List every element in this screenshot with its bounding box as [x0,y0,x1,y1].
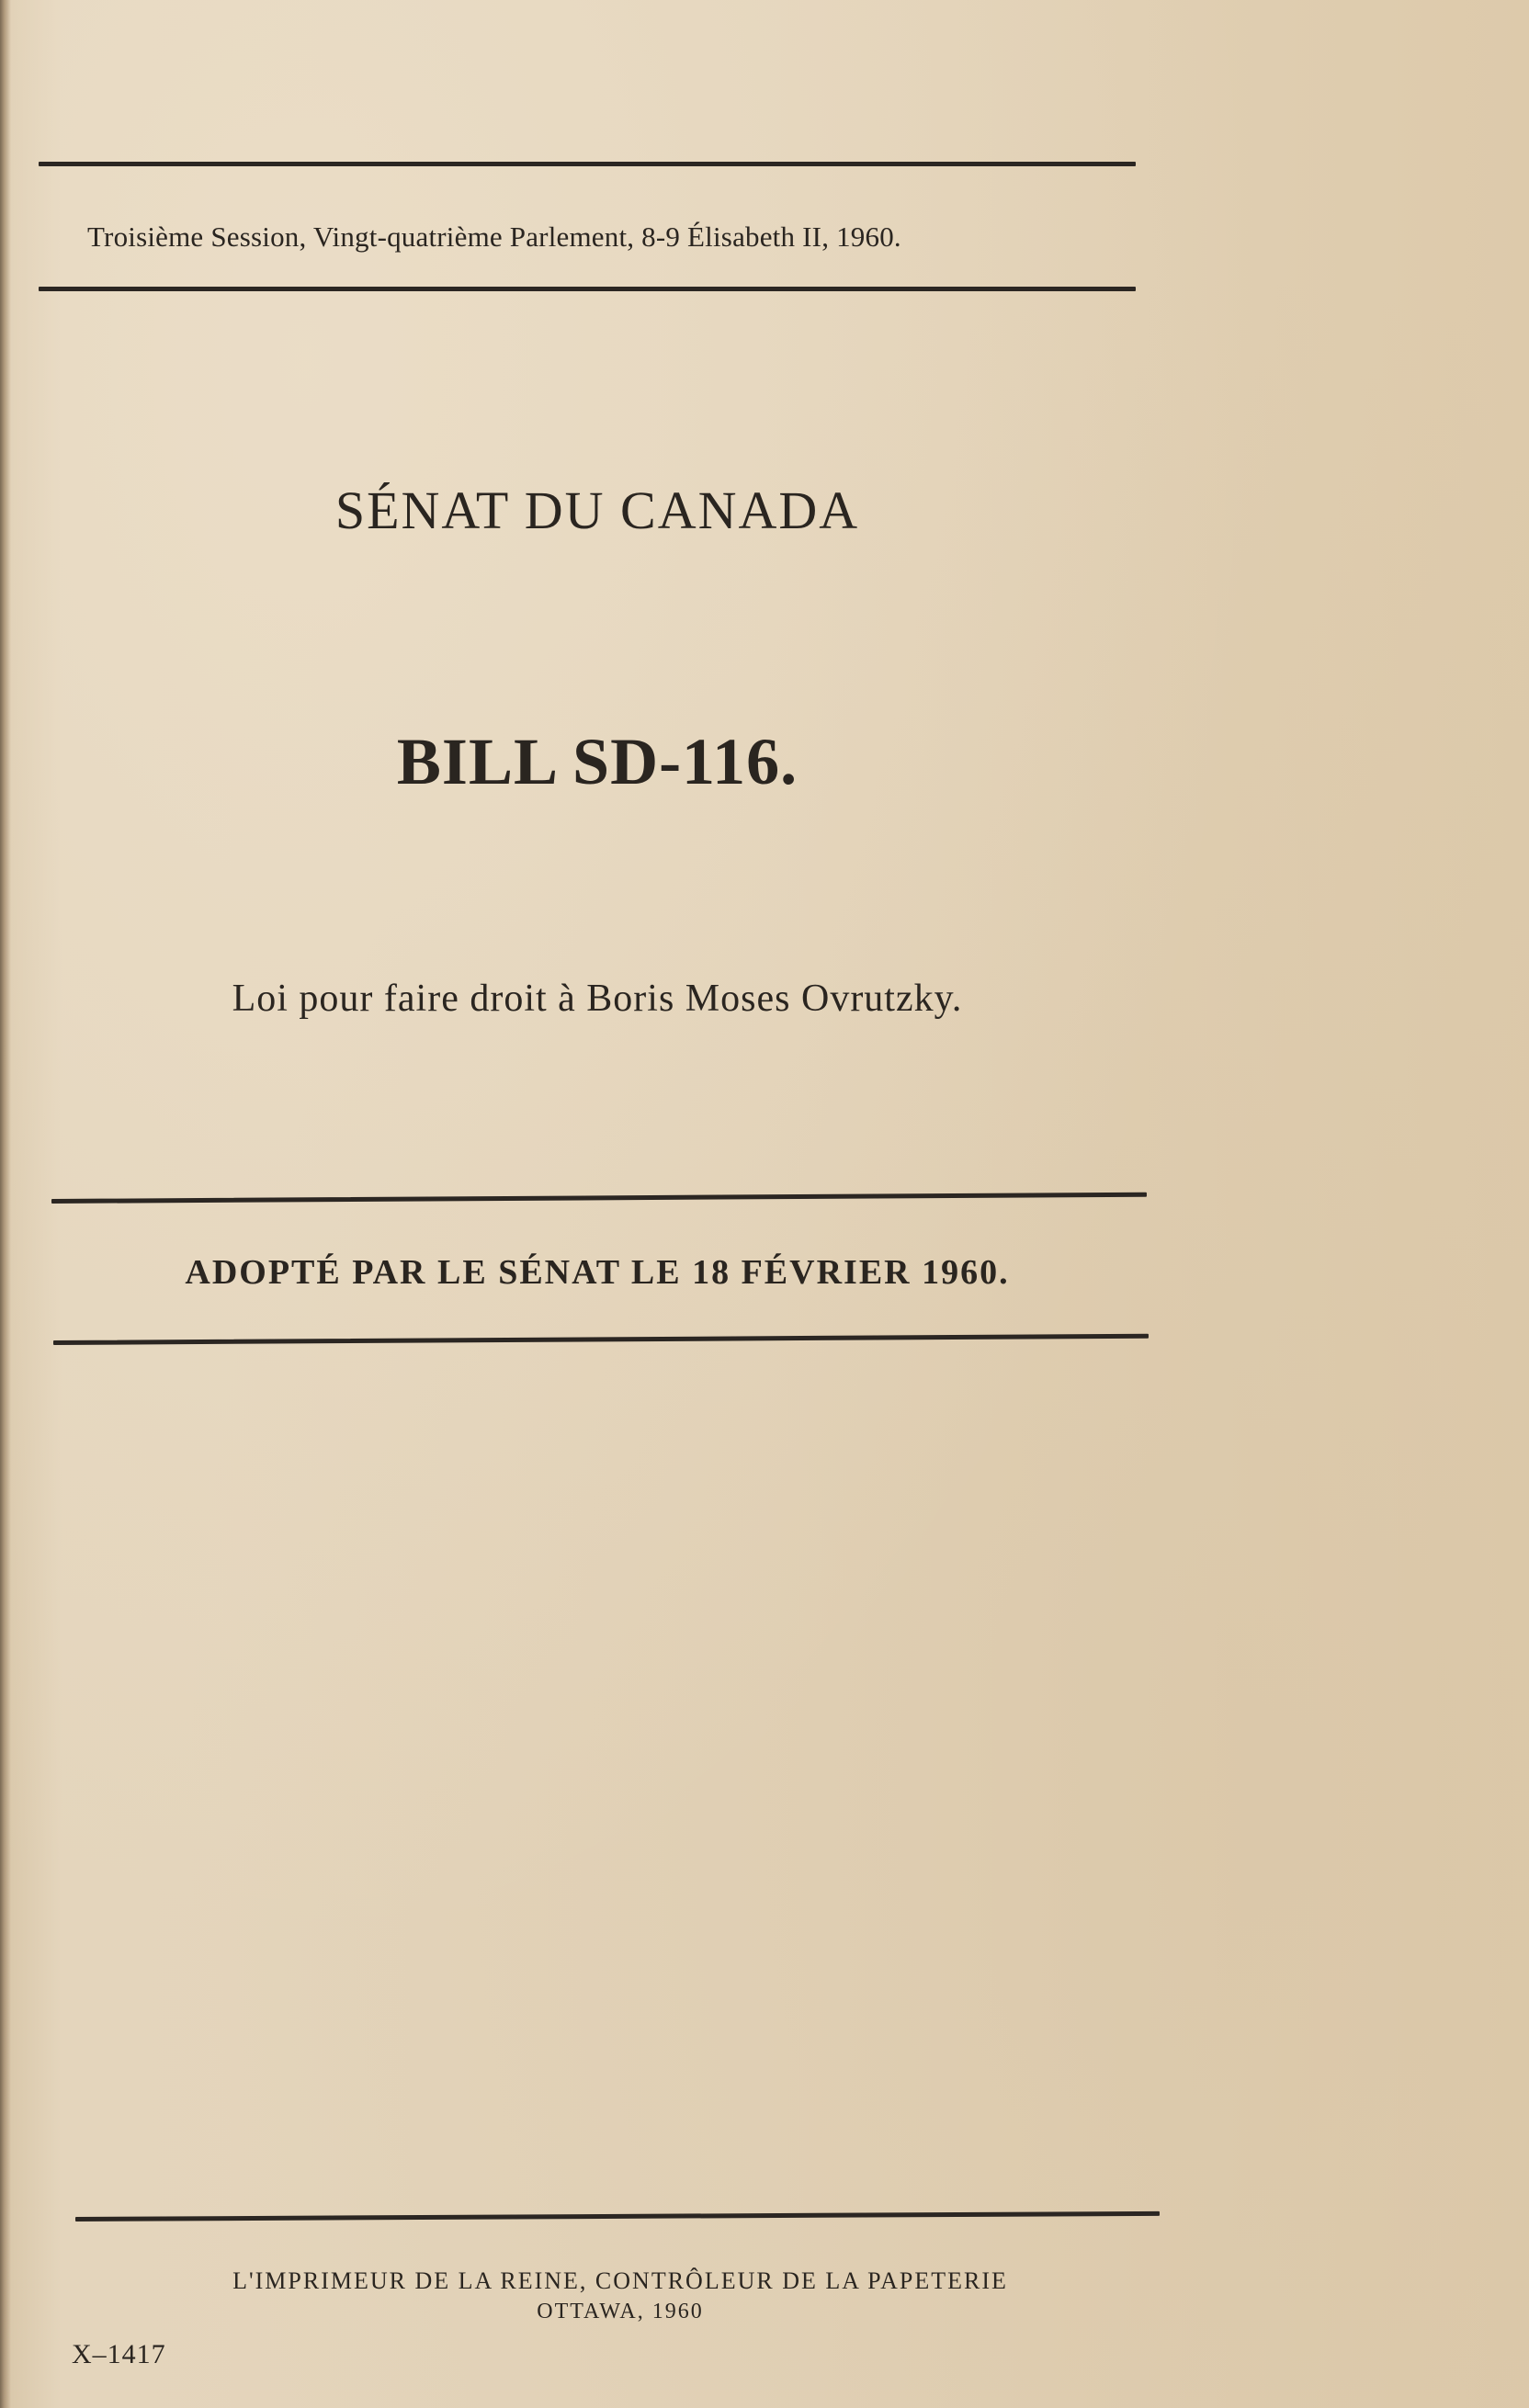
header-bottom-rule [39,287,1136,291]
printer-line: L'IMPRIMEUR DE LA REINE, CONTRÔLEUR DE LA PAPETERIE [232,2267,1008,2294]
adoption-bottom-rule [53,1334,1149,1345]
adoption-line: ADOPTÉ PAR LE SÉNAT LE 18 FÉVRIER 1960. [185,1253,1010,1292]
header-top-rule [39,162,1136,166]
footer-rule [75,2211,1160,2221]
bill-number: BILL SD-116. [396,725,798,798]
senate-title: SÉNAT DU CANADA [334,480,860,540]
city-line: OTTAWA, 1960 [537,2300,704,2323]
session-line: Troisième Session, Vingt-quatrième Parlement, 8-9 Élisabeth II, 1960. [87,220,901,253]
page-edge [0,0,11,2408]
bill-title: Loi pour faire droit à Boris Moses Ovrutzky. [232,978,963,1020]
document-code: X–1417 [72,2339,166,2369]
adoption-top-rule [51,1193,1147,1204]
